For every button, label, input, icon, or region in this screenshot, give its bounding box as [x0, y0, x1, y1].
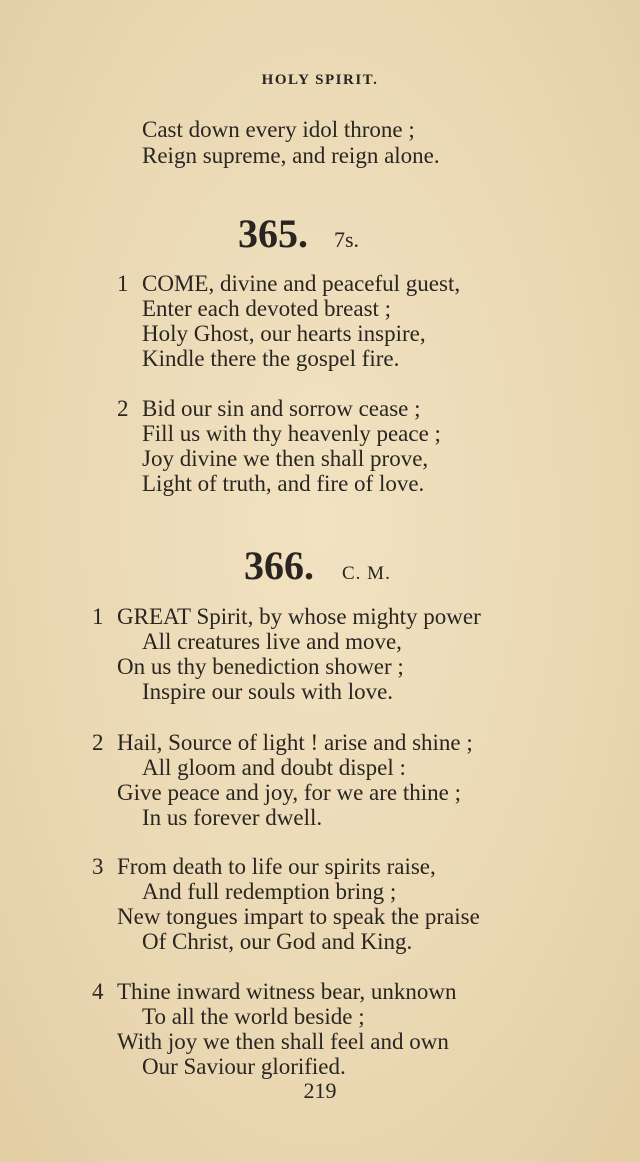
verse-line: Holy Ghost, our hearts inspire, [142, 321, 426, 346]
verse-line: Hail, Source of light ! arise and shine ; [117, 730, 473, 755]
verse-line: Kindle there the gospel fire. [142, 346, 400, 371]
verse-line: Joy divine we then shall prove, [142, 446, 429, 471]
hymn-heading [238, 210, 359, 257]
verse-line: All creatures live and move, [142, 629, 402, 654]
verse-line: Light of truth, and fire of love. [142, 471, 425, 496]
verse-line: In us forever dwell. [142, 805, 323, 830]
stanza-number: 2 [92, 730, 104, 755]
verse-line: Reign supreme, and reign alone. [142, 143, 440, 168]
verse-line: COME, divine and peaceful guest, [142, 271, 461, 296]
stanza-number: 2 [117, 396, 129, 421]
verse-line: Cast down every idol throne ; [142, 117, 415, 142]
verse-line: GREAT Spirit, by whose mighty power [117, 604, 481, 629]
verse-line: Inspire our souls with love. [142, 679, 394, 704]
stanza-number: 4 [92, 979, 104, 1004]
verse-line: From death to life our spirits raise, [117, 854, 436, 879]
hymn-number: 366. [244, 543, 314, 588]
hymn-number: 365. [238, 211, 308, 256]
verse-line: Our Saviour glorified. [142, 1054, 346, 1079]
hymn-heading [244, 542, 391, 589]
verse-line: Bid our sin and sorrow cease ; [142, 396, 421, 421]
verse-line: With joy we then shall feel and own [117, 1029, 449, 1054]
page-number: 219 [303, 1078, 337, 1103]
hymn-meter: C. M. [342, 563, 391, 584]
verse-line: On us thy benediction shower ; [117, 654, 404, 679]
hymn-meter: 7s. [334, 227, 360, 252]
verse-line: Give peace and joy, for we are thine ; [117, 780, 461, 805]
stanza-number: 1 [117, 271, 129, 296]
verse-line: And full redemption bring ; [142, 879, 397, 904]
verse-line: Enter each devoted breast ; [142, 296, 392, 321]
verse-line: Of Christ, our God and King. [142, 929, 413, 954]
verse-line: All gloom and doubt dispel : [142, 755, 406, 780]
running-head: HOLY SPIRIT. [261, 72, 379, 88]
verse-line: Fill us with thy heavenly peace ; [142, 421, 441, 446]
verse-line: To all the world beside ; [142, 1004, 365, 1029]
verse-line: New tongues impart to speak the praise [117, 904, 480, 929]
verse-line: Thine inward witness bear, unknown [117, 979, 457, 1004]
stanza-number: 3 [92, 854, 104, 879]
stanza-number: 1 [92, 604, 104, 629]
